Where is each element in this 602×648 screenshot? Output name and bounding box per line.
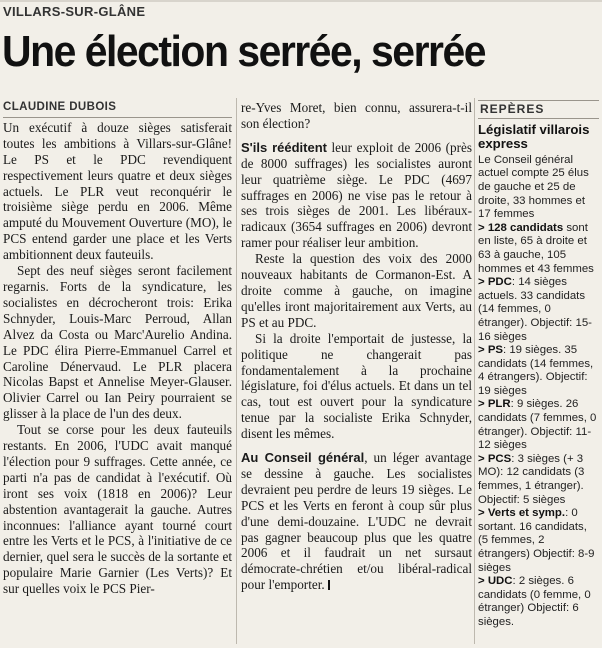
- article-paragraph: [241, 140, 472, 251]
- reperes-item-text: : 0 sortant. 16 candidats, (5 femmes, 2 étrangers) Objectif: 8-9 sièges: [478, 507, 595, 574]
- article-headline: Une élection serrée, serrée: [2, 27, 486, 76]
- reperes-item-label: > 128 candidats: [478, 221, 564, 234]
- article-column-1: [3, 100, 232, 597]
- reperes-item-text: : 14 sièges actuels. 33 candidats (14 femmes, 0 étranger). Objectif: 15-16 sièges: [478, 276, 592, 343]
- article-paragraph: Un exécutif à douze sièges satisferait toutes les ambitions à Villars-sur-Glâne! Le PS et le PDC revendiquent respectivement leurs quatre et deux sièges actuels. Le PLR veut reconquérir le troisième siège perdu en 2006. Même amputé du Mouvement Ouverture (MO), le PCS entend garder une place et les Verts ambitionnent deux fauteuils.: [3, 119, 232, 263]
- article-paragraph: Reste la question des voix des 2000 nouveaux habitants de Cormanon-Est. A droite comme à gauche, on imagine qu'elles iront majoritairement aux Verts, au PS et au PDC.: [241, 251, 472, 330]
- paragraph-lead-in: S'ils rééditent: [241, 139, 327, 155]
- reperes-title: REPÈRES: [478, 100, 599, 119]
- article-kicker: VILLARS-SUR-GLÂNE: [3, 4, 146, 19]
- column-divider: [474, 98, 475, 644]
- reperes-item: [478, 276, 599, 344]
- article-column-2: [241, 100, 472, 593]
- article-paragraph: Tout se corse pour les deux fauteuils restants. En 2006, l'UDC avait manqué l'élection pour 9 suffrages. Cette année, ce parti n'a pas de candidat à l'exécutif. Où iront ses voix (1818 en 2006)? Leur abstention avantagerait la gauche. Autres inconnues: l'alliance ayant tourné court entre les Verts et le PCS, à l'initiative de ce dernier, quel sera le succès de la sortante et populaire Marie Garnier (Les Verts)? Et sur quelles voix le PCS Pier-: [3, 422, 232, 597]
- reperes-item-label: > PDC: [478, 276, 512, 289]
- article-paragraph-continued: re-Yves Moret, bien connu, assurera-t-il son élection?: [241, 100, 472, 131]
- reperes-item-text: : 3 sièges (+ 3 MO): 12 candidats (3 femmes, 1 étranger). Objectif: 5 sièges: [478, 452, 585, 506]
- reperes-item: [478, 453, 599, 507]
- article-byline: CLAUDINE DUBOIS: [3, 100, 232, 118]
- paragraph-text: , un léger avantage se dessine à gauche. Les socialistes devraient peu perdre de leurs 19 sièges. Le PCS et les Verts en feront à coup sûr plus d'une demi-douzaine. L'UDC ne devrait pas gagner beaucoup plus que les quatre 2006 et il faudrait un net sursaut démocrate-chrétien et/ou libéral-radical pour l'emporter.: [241, 450, 473, 593]
- reperes-item: [478, 507, 599, 575]
- reperes-heading: Législatif villarois express: [478, 121, 590, 152]
- article-paragraph: [241, 450, 472, 593]
- reperes-item-text: : 19 sièges. 35 candidats (14 femmes, 4 étrangers). Objectif: 19 sièges: [478, 344, 594, 397]
- reperes-item-label: > Verts et symp.: [478, 507, 566, 520]
- reperes-item-label: > UDC: [478, 575, 513, 588]
- reperes-item-label: > PLR: [478, 398, 511, 411]
- reperes-item-text: sont en liste, 65 à droite et 63 à gauche, 105 hommes et 43 femmes: [478, 221, 594, 275]
- article-paragraph: Si la droite l'emportait de justesse, la politique ne changerait pas fondamentalement à la prochaine législature, foi d'élus actuels. Et dans un tel cas, tout est ouvert pour la syndicature tenue par la socialiste Erika Schnyder, disent les mêmes.: [241, 330, 472, 442]
- column-divider: [236, 98, 237, 644]
- top-divider: [0, 0, 602, 2]
- reperes-box: [478, 100, 599, 630]
- reperes-item-label: > PCS: [478, 452, 512, 465]
- reperes-item: [478, 575, 599, 629]
- reperes-item-text: : 2 sièges. 6 candidats (0 femme, 0 étranger) Objectif: 6 sièges.: [478, 575, 591, 628]
- reperes-item-label: > PS: [478, 344, 504, 357]
- article-paragraph: Sept des neuf sièges seront facilement regarnis. Forts de la syndicature, les socialistes en décrocheront trois: Erika Schnyder, Louis-Marc Perroud, Allan Alvez da Costa ou Marc'Aurelio Andina. Le PDC élira Pierre-Emmanuel Carrel et Caroline Dénervaud. Le PLR placera Nicolas Bapst et Annelise Meyer-Glauser. Olivier Carrel ou Ian Peiry pourraient se glisser à la place de l'un des deux.: [3, 263, 232, 422]
- paragraph-text: leur exploit de 2006 (près de 8000 suffrages) les socialistes auront leur quatrième siège. Le PDC (4697 suffrages en 2006) ne vise pas le retour à ses trois sièges de 2001. Les libéraux-radicaux (3654 suffrages en 2006) devront ramer pour réaliser leur ambition.: [241, 139, 472, 251]
- reperes-item: [478, 398, 599, 452]
- end-of-article-mark: [328, 580, 330, 590]
- reperes-intro: Le Conseil général actuel compte 25 élus de gauche et 25 de droite, 33 hommes et 17 femmes: [478, 153, 589, 221]
- reperes-item: [478, 344, 599, 398]
- paragraph-lead-in: Au Conseil général: [241, 450, 365, 466]
- reperes-item-text: : 9 sièges. 26 candidats (7 femmes, 0 étranger). Objectif: 11-12 sièges: [478, 398, 597, 452]
- reperes-item: [478, 222, 599, 276]
